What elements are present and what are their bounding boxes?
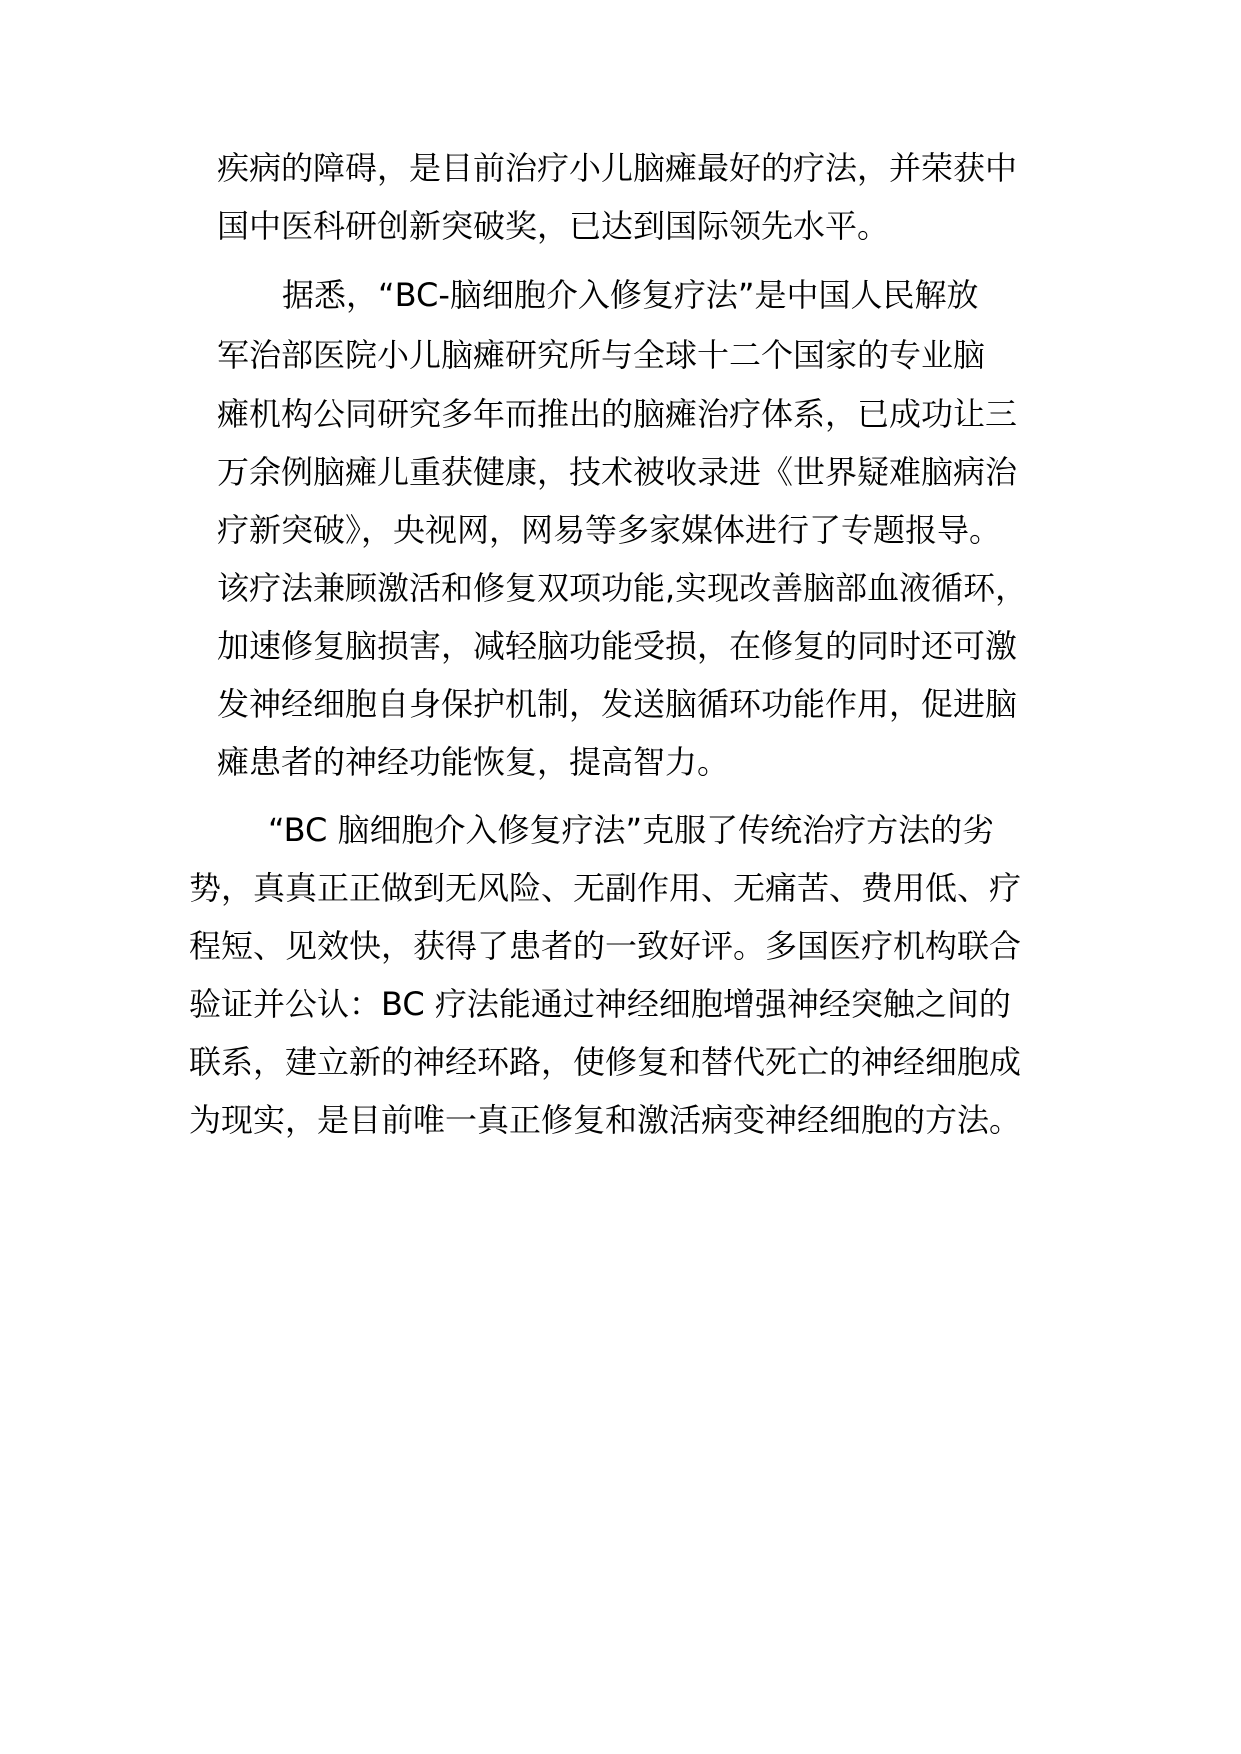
text-line: 据悉，“BC-脑细胞介入修复疗法”是中国人民解放 bbox=[282, 276, 979, 314]
text-line: 发神经细胞自身保护机制，发送脑循环功能作用，促进脑 bbox=[217, 685, 1018, 723]
text-line: 军治部医院小儿脑瘫研究所与全球十二个国家的专业脑 bbox=[217, 336, 986, 374]
text-line: 加速修复脑损害，减轻脑功能受损，在修复的同时还可激 bbox=[217, 627, 1018, 665]
text-line: 该疗法兼顾激活和修复双项功能,实现改善脑部血液循环， bbox=[217, 569, 1028, 607]
text-line: 疾病的障碍，是目前治疗小儿脑瘫最好的疗法，并荣获中 bbox=[217, 149, 1018, 187]
text-line: 瘫机构公同研究多年而推出的脑瘫治疗体系，已成功让三 bbox=[217, 395, 1018, 433]
text-line: “BC 脑细胞介入修复疗法”克服了传统治疗方法的劣 bbox=[268, 811, 995, 849]
text-line: 验证并公认：BC 疗法能通过神经细胞增强神经突触之间的 bbox=[189, 985, 1011, 1023]
text-line: 万余例脑瘫儿重获健康，技术被收录进《世界疑难脑病治 bbox=[217, 453, 1018, 491]
text-line: 程短、见效快，获得了患者的一致好评。多国医疗机构联合 bbox=[189, 927, 1022, 965]
text-line: 疗新突破》，央视网，网易等多家媒体进行了专题报导。 bbox=[217, 511, 1002, 549]
text-line: 势，真真正正做到无风险、无副作用、无痛苦、费用低、疗 bbox=[189, 869, 1022, 907]
text-line: 联系，建立新的神经环路，使修复和替代死亡的神经细胞成 bbox=[189, 1043, 1022, 1081]
text-line: 国中医科研创新突破奖，已达到国际领先水平。 bbox=[217, 207, 890, 245]
text-line: 为现实，是目前唯一真正修复和激活病变神经细胞的方法。 bbox=[189, 1101, 1022, 1139]
text-line: 瘫患者的神经功能恢复，提高智力。 bbox=[217, 743, 730, 781]
